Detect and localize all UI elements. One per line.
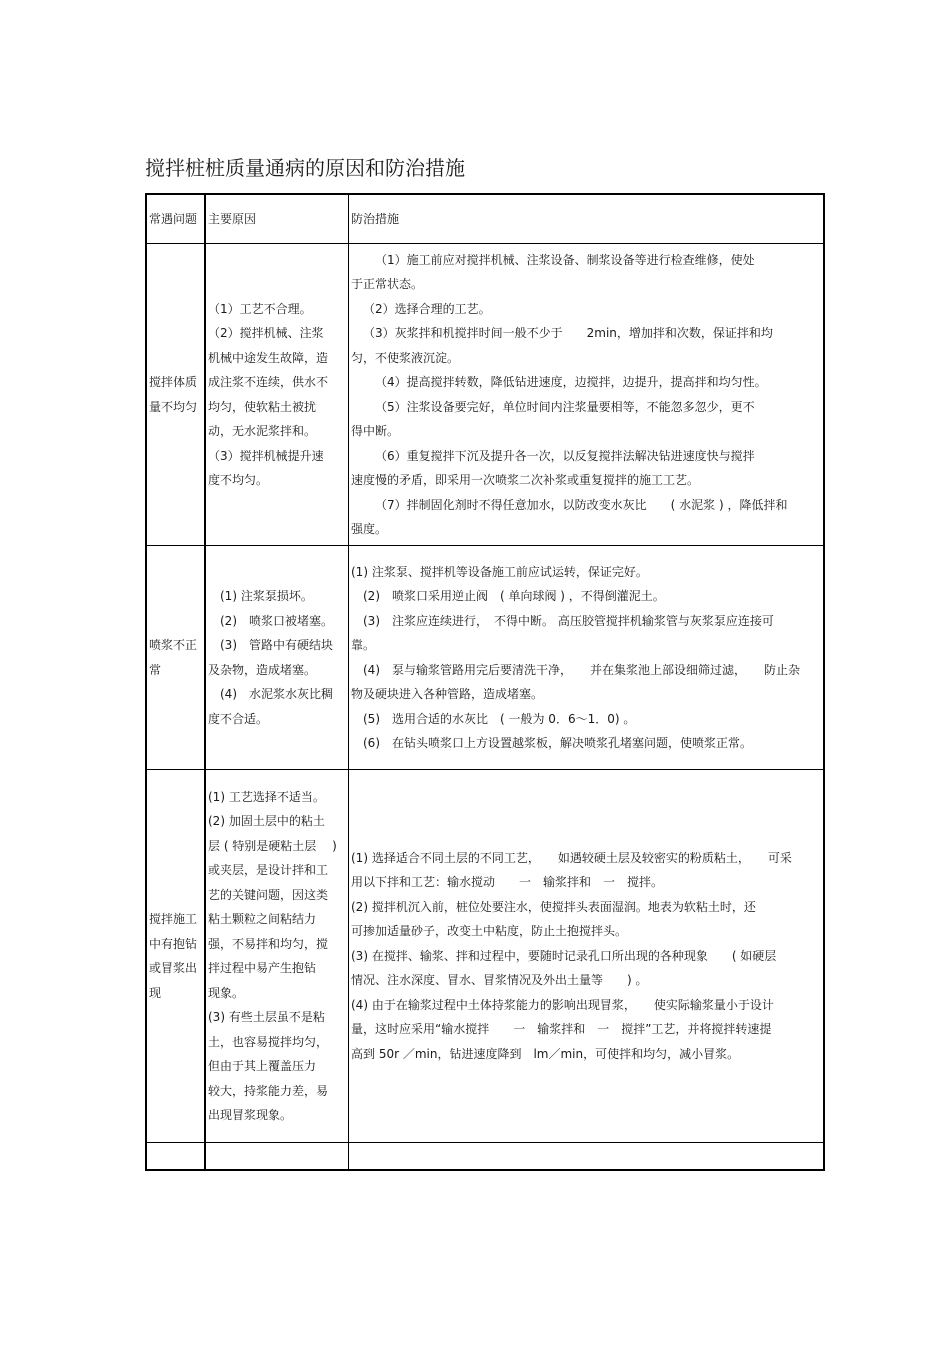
measures-cell: （1）施工前应对搅拌机械、注浆设备、制浆设备等进行检查维修，使处 于正常状态。 （2）选择合理的工艺。 （3）灰浆拌和机搅拌时间一般不少于 2min，增加拌和次数，保证拌和均 匀，不使浆液沉淀。 （4）提高搅拌转数，降低钻进速度，边搅拌，边提升，提高拌和均匀性。 （5）注浆设备要完好，单位时间内注浆量要相等，不能忽多忽少，更不 得中断。 （6）重复搅拌下沉及提升各一次，以反复搅拌法解决钻进速度快与搅拌 速度慢的矛盾，即采用一次喷浆二次补浆或重复搅拌的施工工艺。 （7）拌制固化剂时不得任意加水，以防改变水灰比 ( 水泥浆 ) ，降低拌和 强度。 xyxy=(349,244,825,546)
empty-cell xyxy=(146,1143,205,1170)
table-row xyxy=(146,770,824,1143)
causes-cell: (1) 工艺选择不适当。 (2) 加固土层中的粘土 层 ( 特别是硬粘土层 ) 或夹层，是设计拌和工 艺的关键问题，因这类 粘土颗粒之间粘结力 强，不易拌和均匀，搅 拌过程中易产生抱钻 现象。 (3) 有些土层虽不是粘 土，也容易搅拌均匀， 但由于其上覆盖压力 较大，持浆能力差，易 出现冒浆现象。 xyxy=(205,770,349,1143)
empty-cell xyxy=(205,1143,349,1170)
problem-cell: 搅拌施工 中有抱钻 或冒浆出 现 xyxy=(146,770,205,1143)
measures-cell: (1) 选择适合不同土层的不同工艺， 如遇较硬土层及较密实的粉质粘土， 可采 用以下拌和工艺：输水搅动 一 输浆拌和 一 搅拌。 (2) 搅拌机沉入前，桩位处要注水，使搅拌头表面湿润。地表为软粘土时，还 可掺加适量砂子，改变土中粘度，防止土抱搅拌头。 (3) 在搅拌、输浆、拌和过程中，要随时记录孔口所出现的各种现象 ( 如硬层 情况、注水深度、冒水、冒浆情况及外出土量等 ) 。 (4) 由于在输浆过程中土体持浆能力的影响出现冒浆， 使实际输浆量小于设计 量，这时应采用“输水搅拌 一 输浆拌和 一 搅拌”工艺，并将搅拌转速提 高到 50r ／min，钻进速度降到 lm／min，可使拌和均匀，减小冒浆。 xyxy=(349,770,825,1143)
header-cell-measures: 防治措施 xyxy=(349,194,825,244)
table-row xyxy=(146,244,824,546)
table-empty-row xyxy=(146,1143,824,1170)
causes-cell: (1) 注浆泵损坏。 (2) 喷浆口被堵塞。 (3) 管路中有硬结块 及杂物，造成堵塞。 (4) 水泥浆水灰比稠 度不合适。 xyxy=(205,546,349,770)
measures-cell: (1) 注浆泵、搅拌机等设备施工前应试运转，保证完好。 (2) 喷浆口采用逆止阀 ( 单向球阀 ) ，不得倒灌泥土。 (3) 注浆应连续进行， 不得中断。 高压胶管搅拌机输浆管与灰浆泵应连接可 靠。 (4) 泵与输浆管路用完后要清洗干净， 并在集浆池上部设细筛过滤， 防止杂 物及硬块进入各种管路，造成堵塞。 (5) 选用合适的水灰比 ( 一般为 0．6～1．0) 。 (6) 在钻头喷浆口上方设置越浆板，解决喷浆孔堵塞问题，使喷浆正常。 xyxy=(349,546,825,770)
table-row xyxy=(146,546,824,770)
header-cell-causes: 主要原因 xyxy=(205,194,349,244)
quality-issues-table xyxy=(145,193,825,1171)
header-cell-problem: 常遇问题 xyxy=(146,194,205,244)
empty-cell xyxy=(349,1143,825,1170)
causes-cell: （1）工艺不合理。 （2）搅拌机械、注浆 机械中途发生故障，造 成注浆不连续，供水不 均匀，使软粘土被扰 动，无水泥浆拌和。 （3）搅拌机械提升速 度不均匀。 xyxy=(205,244,349,546)
problem-cell: 搅拌体质 量不均匀 xyxy=(146,244,205,546)
page-title: 搅拌桩桩质量通病的原因和防治措施 xyxy=(145,156,465,180)
table-header-row xyxy=(146,194,824,244)
problem-cell: 喷浆不正 常 xyxy=(146,546,205,770)
